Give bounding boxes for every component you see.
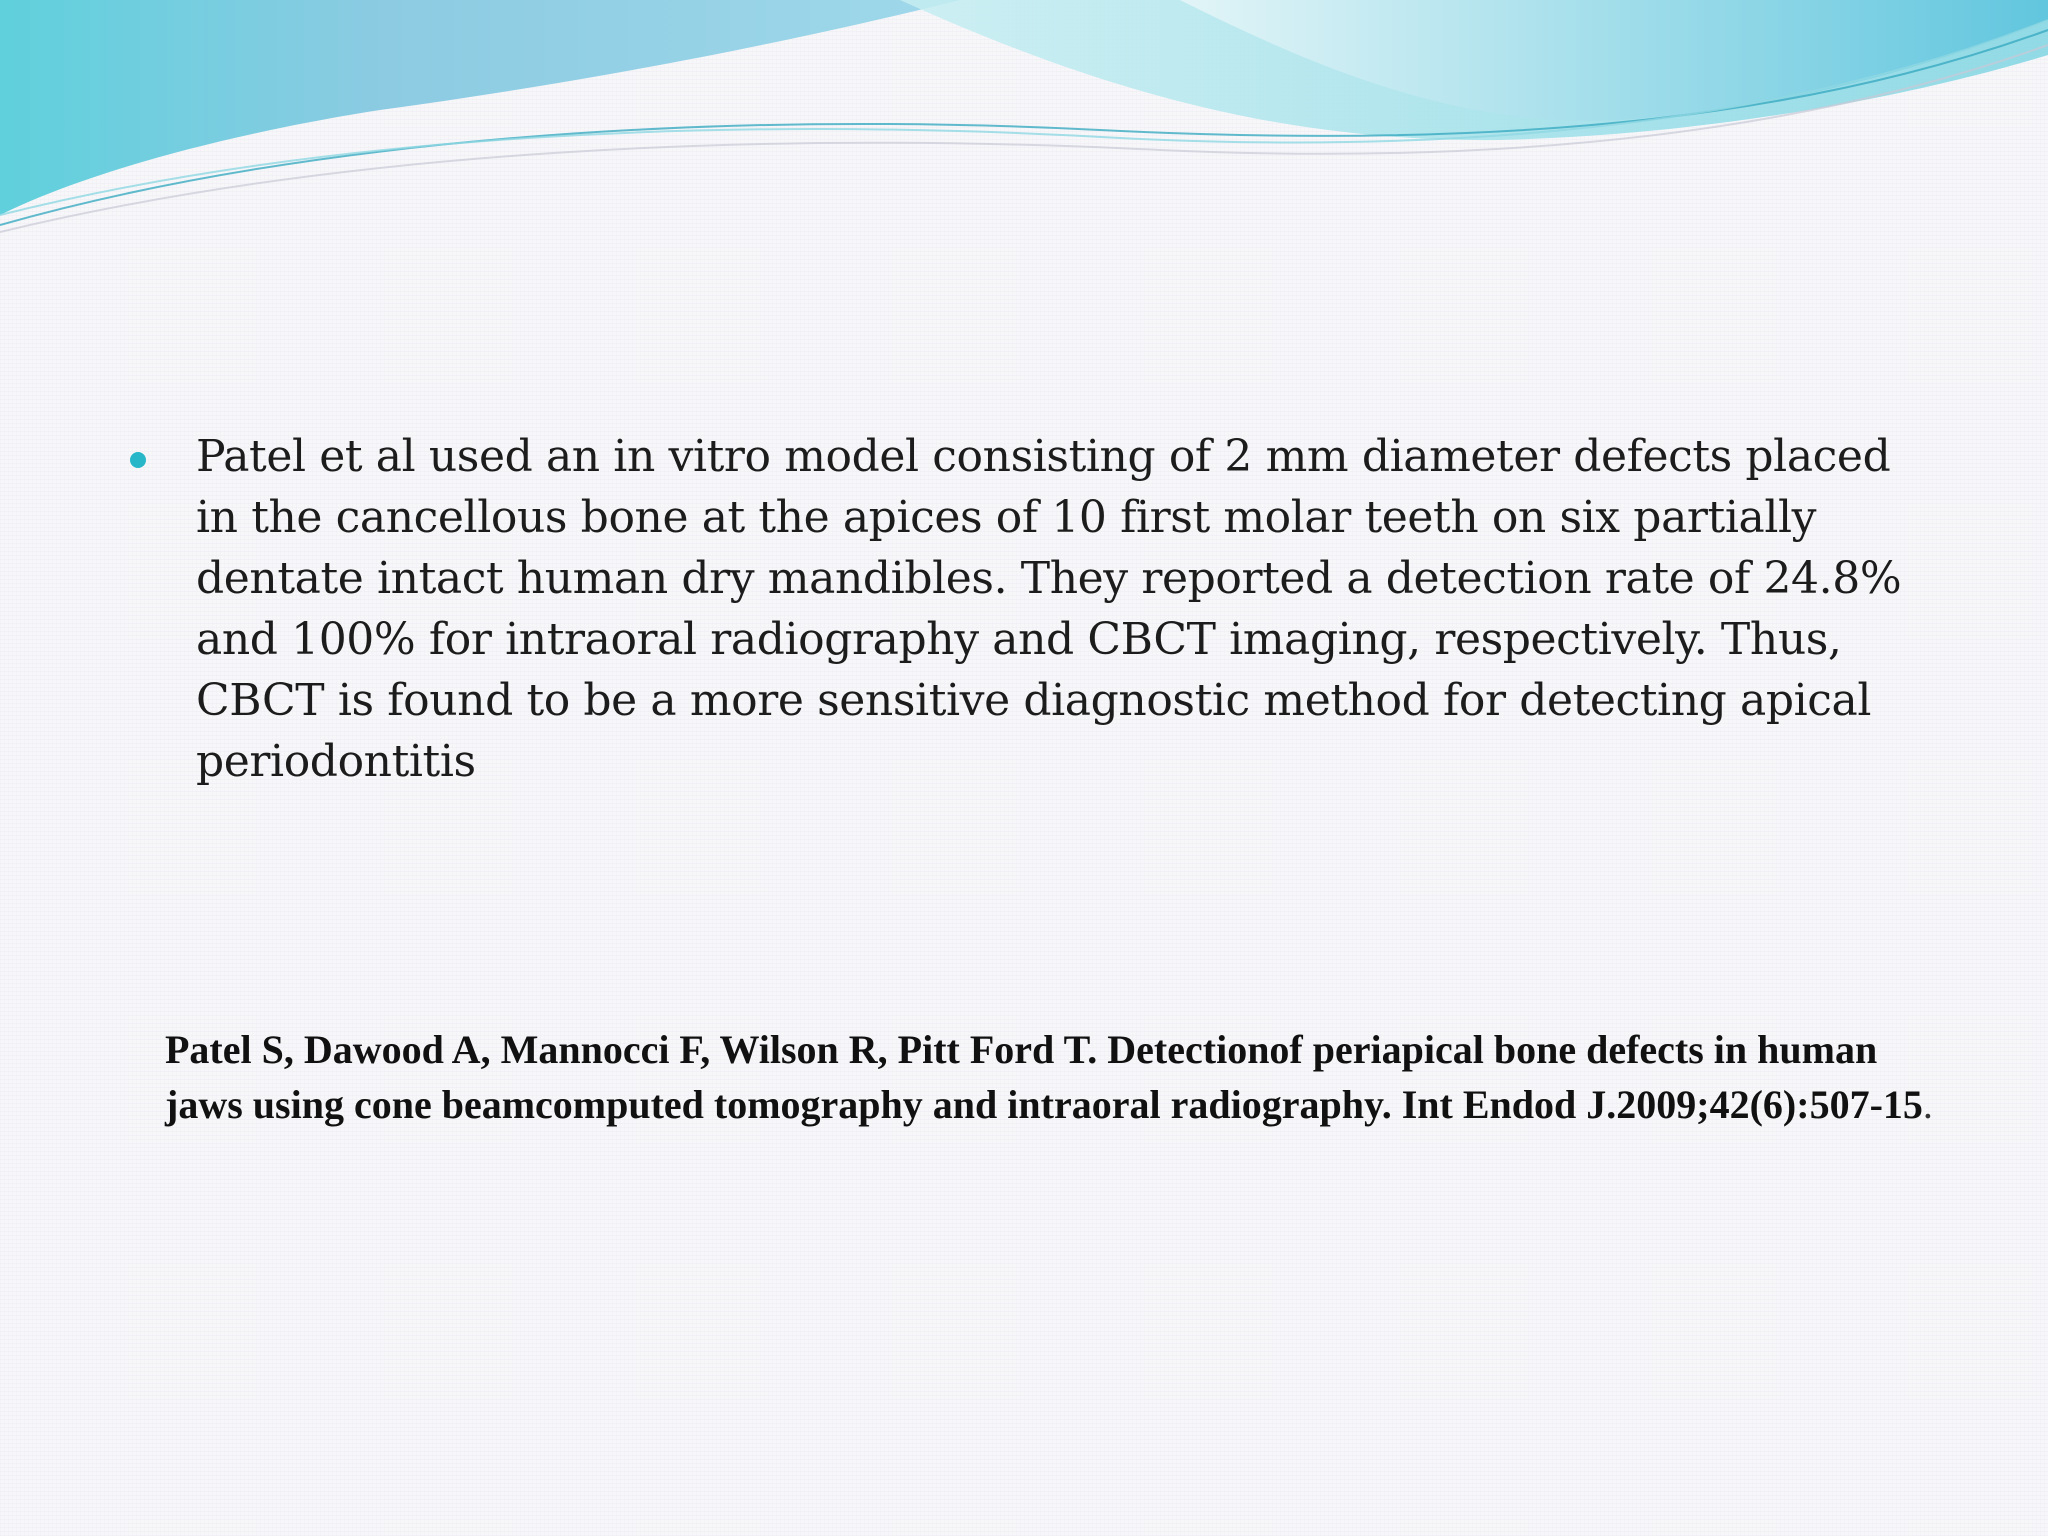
bullet-text: Patel et al used an in vitro model consisting of 2 mm diameter defects placed in the cancellous bone at the apices of 10 first molar teeth on six partially dentate intact human dry mandibles. They reported a detection rate of 24.8% and 100% for intraoral radiography and CBCT imaging, respectively. Thus, CBCT is found to be a more sensitive diagnostic method for detecting apical periodontitis [196, 431, 1902, 787]
citation-reference [165, 1022, 1945, 1132]
citation-text: Patel S, Dawood A, Mannocci F, Wilson R, Pitt Ford T. Detectionof periapical bone defects in human jaws using cone beamcomputed tomography and intraoral radiography. Int Endod J.2009;42(6):507-15 [165, 1027, 1923, 1127]
header-wave-decoration [0, 0, 2048, 240]
bullet-dot-icon [130, 452, 146, 468]
citation-end-period: . [1922, 1082, 1933, 1127]
bullet-list-item [120, 426, 1940, 792]
